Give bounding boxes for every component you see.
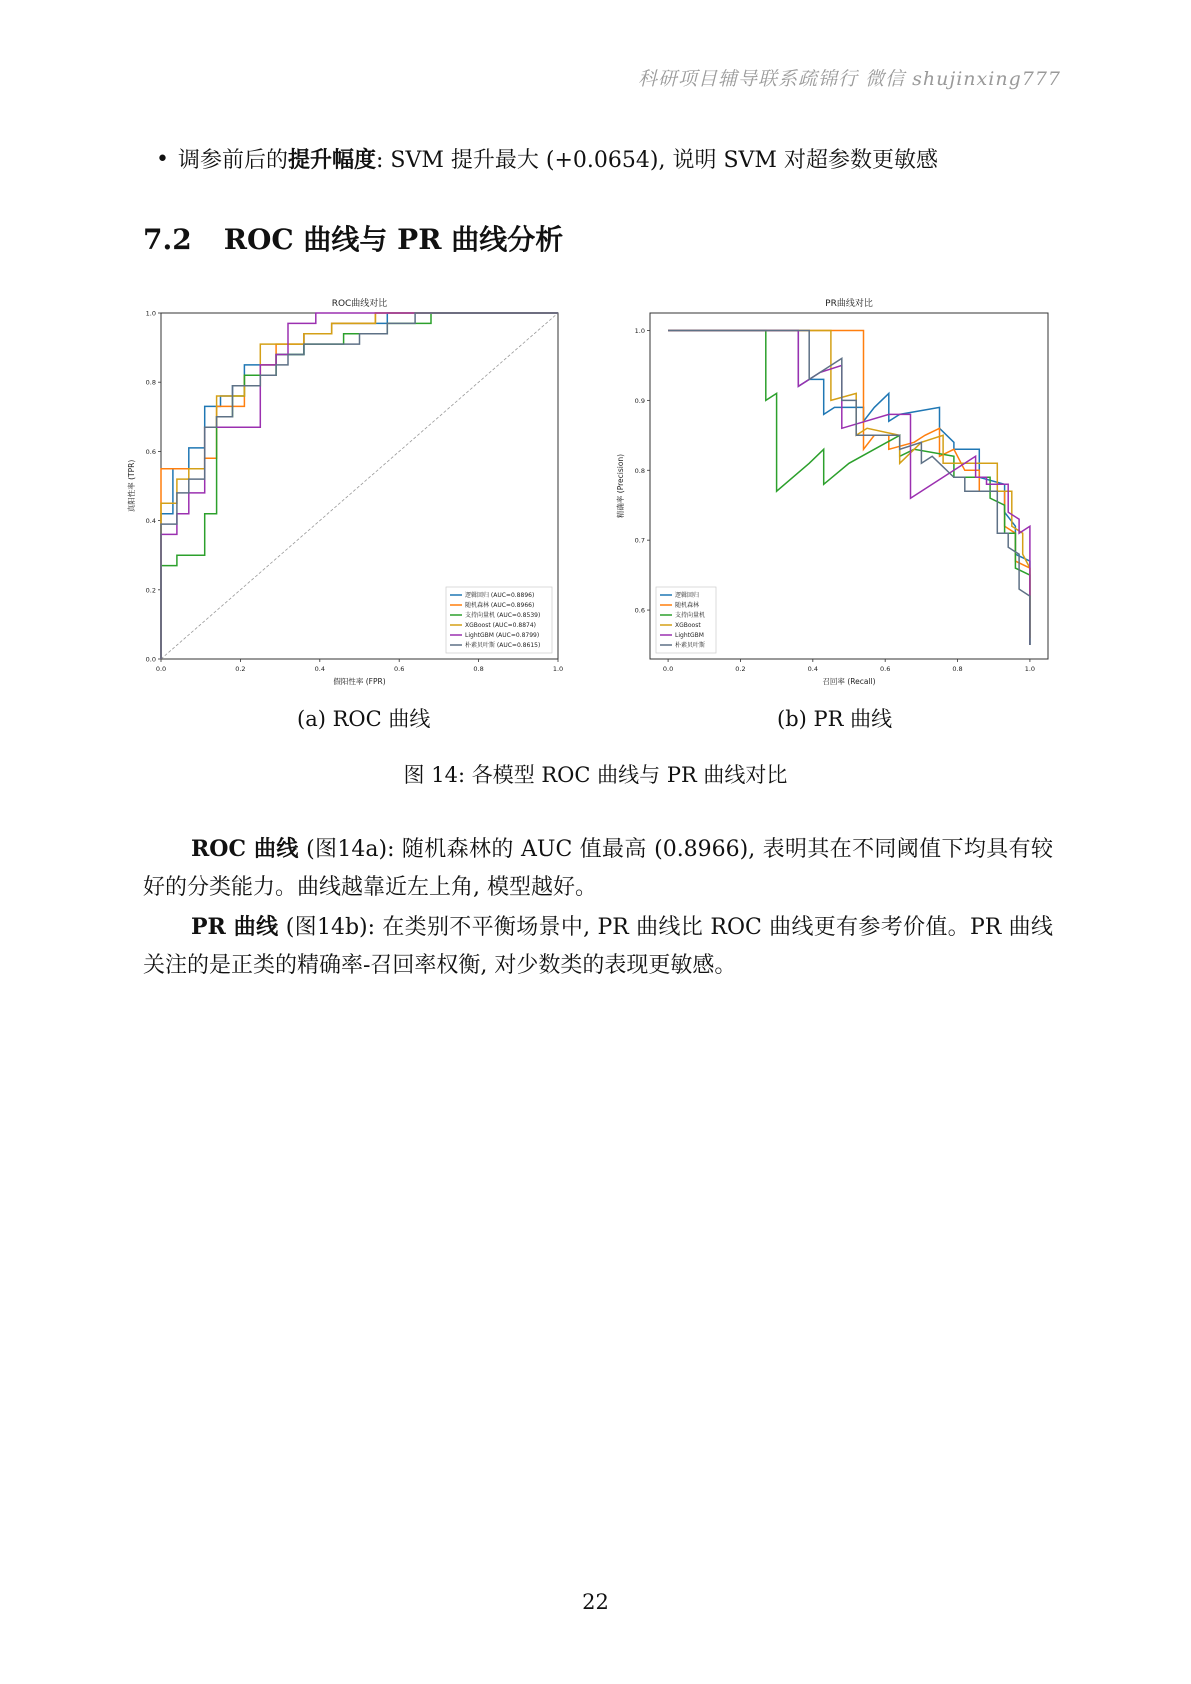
roc-figure <box>127 293 583 688</box>
x-tick-label: 1.0 <box>1024 665 1036 673</box>
series-line <box>668 331 1030 646</box>
legend-label: LightGBM <box>675 632 704 640</box>
bullet-rest: : SVM 提升最大 (+0.0654), 说明 SVM 对超参数更敏感 <box>376 148 938 173</box>
section-number: 7.2 <box>143 223 192 256</box>
x-tick-label: 0.8 <box>473 665 484 673</box>
paragraph-pr <box>143 908 1053 985</box>
x-tick-label: 0.6 <box>394 665 405 673</box>
bullet-bold: 提升幅度 <box>288 147 377 173</box>
chart-title: ROC曲线对比 <box>331 299 388 309</box>
roc-chart <box>127 293 583 688</box>
paragraph-pr-bold: PR 曲线 <box>191 914 279 940</box>
series-line <box>668 331 1030 639</box>
x-tick-label: 1.0 <box>552 665 564 673</box>
series-line <box>668 331 1030 639</box>
legend-label: 随机森林 (AUC=0.8966) <box>465 602 535 610</box>
legend-label: 随机森林 <box>675 602 700 610</box>
figure-caption: 图 14: 各模型 ROC 曲线与 PR 曲线对比 <box>403 763 788 787</box>
bullet-dot: • <box>156 147 169 172</box>
legend-label: 朴素贝叶斯 (AUC=0.8615) <box>465 642 541 650</box>
page-number: 22 <box>582 1590 609 1614</box>
x-axis-label: 召回率 (Recall) <box>822 677 876 686</box>
legend-label: LightGBM (AUC=0.8799) <box>465 632 540 640</box>
legend-label: 朴素贝叶斯 <box>675 642 706 650</box>
x-tick-label: 0.4 <box>314 665 325 673</box>
legend-label: XGBoost (AUC=0.8874) <box>465 622 536 630</box>
y-axis-label: 精确率 (Precision) <box>616 453 625 519</box>
section-title: ROC 曲线与 PR 曲线分析 <box>223 223 564 256</box>
x-tick-label: 0.0 <box>662 665 674 673</box>
y-tick-label: 0.9 <box>634 396 645 405</box>
y-axis-label: 真阳性率 (TPR) <box>127 459 136 513</box>
y-tick-label: 0.4 <box>145 517 156 526</box>
subcaption-a: (a) ROC 曲线 <box>297 707 431 731</box>
y-tick-label: 0.2 <box>145 586 156 595</box>
paragraph-roc-bold: ROC 曲线 <box>191 836 299 862</box>
chart-title: PR曲线对比 <box>825 299 873 309</box>
legend-label: 支持向量机 (AUC=0.8539) <box>465 612 541 620</box>
x-tick-label: 0.2 <box>235 665 246 673</box>
series-line <box>668 331 1030 646</box>
y-tick-label: 1.0 <box>145 309 156 318</box>
y-tick-label: 0.8 <box>634 466 645 475</box>
pr-chart <box>605 293 1065 688</box>
section-heading <box>143 218 563 258</box>
y-tick-label: 1.0 <box>634 326 645 335</box>
x-tick-label: 0.2 <box>735 665 746 673</box>
bullet-item <box>156 145 938 176</box>
legend-label: 逻辑回归 (AUC=0.8896) <box>465 592 535 600</box>
x-axis-label: 假阳性率 (FPR) <box>333 677 386 686</box>
legend-label: 逻辑回归 <box>675 592 700 600</box>
paragraph-pr-text: (图14b): 在类别不平衡场景中, PR 曲线比 ROC 曲线更有参考价值。PR 曲线关注的是正类的精确率-召回率权衡, 对少数类的表现更敏感。 <box>143 915 1053 978</box>
paragraph-roc <box>143 830 1053 907</box>
x-tick-label: 0.4 <box>807 665 818 673</box>
pr-figure <box>605 293 1065 688</box>
series-line <box>668 331 1030 646</box>
paragraph-roc-text: (图14a): 随机森林的 AUC 值最高 (0.8966), 表明其在不同阈值下均具有较好的分类能力。曲线越靠近左上角, 模型越好。 <box>143 837 1053 900</box>
y-tick-label: 0.6 <box>634 606 645 615</box>
watermark-header: 科研项目辅导联系疏锦行 微信 shujinxing777 <box>638 68 1061 90</box>
legend-label: 支持向量机 <box>675 612 706 620</box>
legend-label: XGBoost <box>675 622 701 630</box>
x-tick-label: 0.8 <box>952 665 963 673</box>
x-tick-label: 0.0 <box>155 665 167 673</box>
x-tick-label: 0.6 <box>880 665 891 673</box>
y-tick-label: 0.7 <box>634 536 645 545</box>
bullet-prefix: 调参前后的 <box>178 148 289 173</box>
subcaption-b: (b) PR 曲线 <box>777 707 893 731</box>
y-tick-label: 0.0 <box>145 655 156 664</box>
y-tick-label: 0.6 <box>145 447 156 456</box>
y-tick-label: 0.8 <box>145 378 156 387</box>
series-line <box>668 331 1030 646</box>
